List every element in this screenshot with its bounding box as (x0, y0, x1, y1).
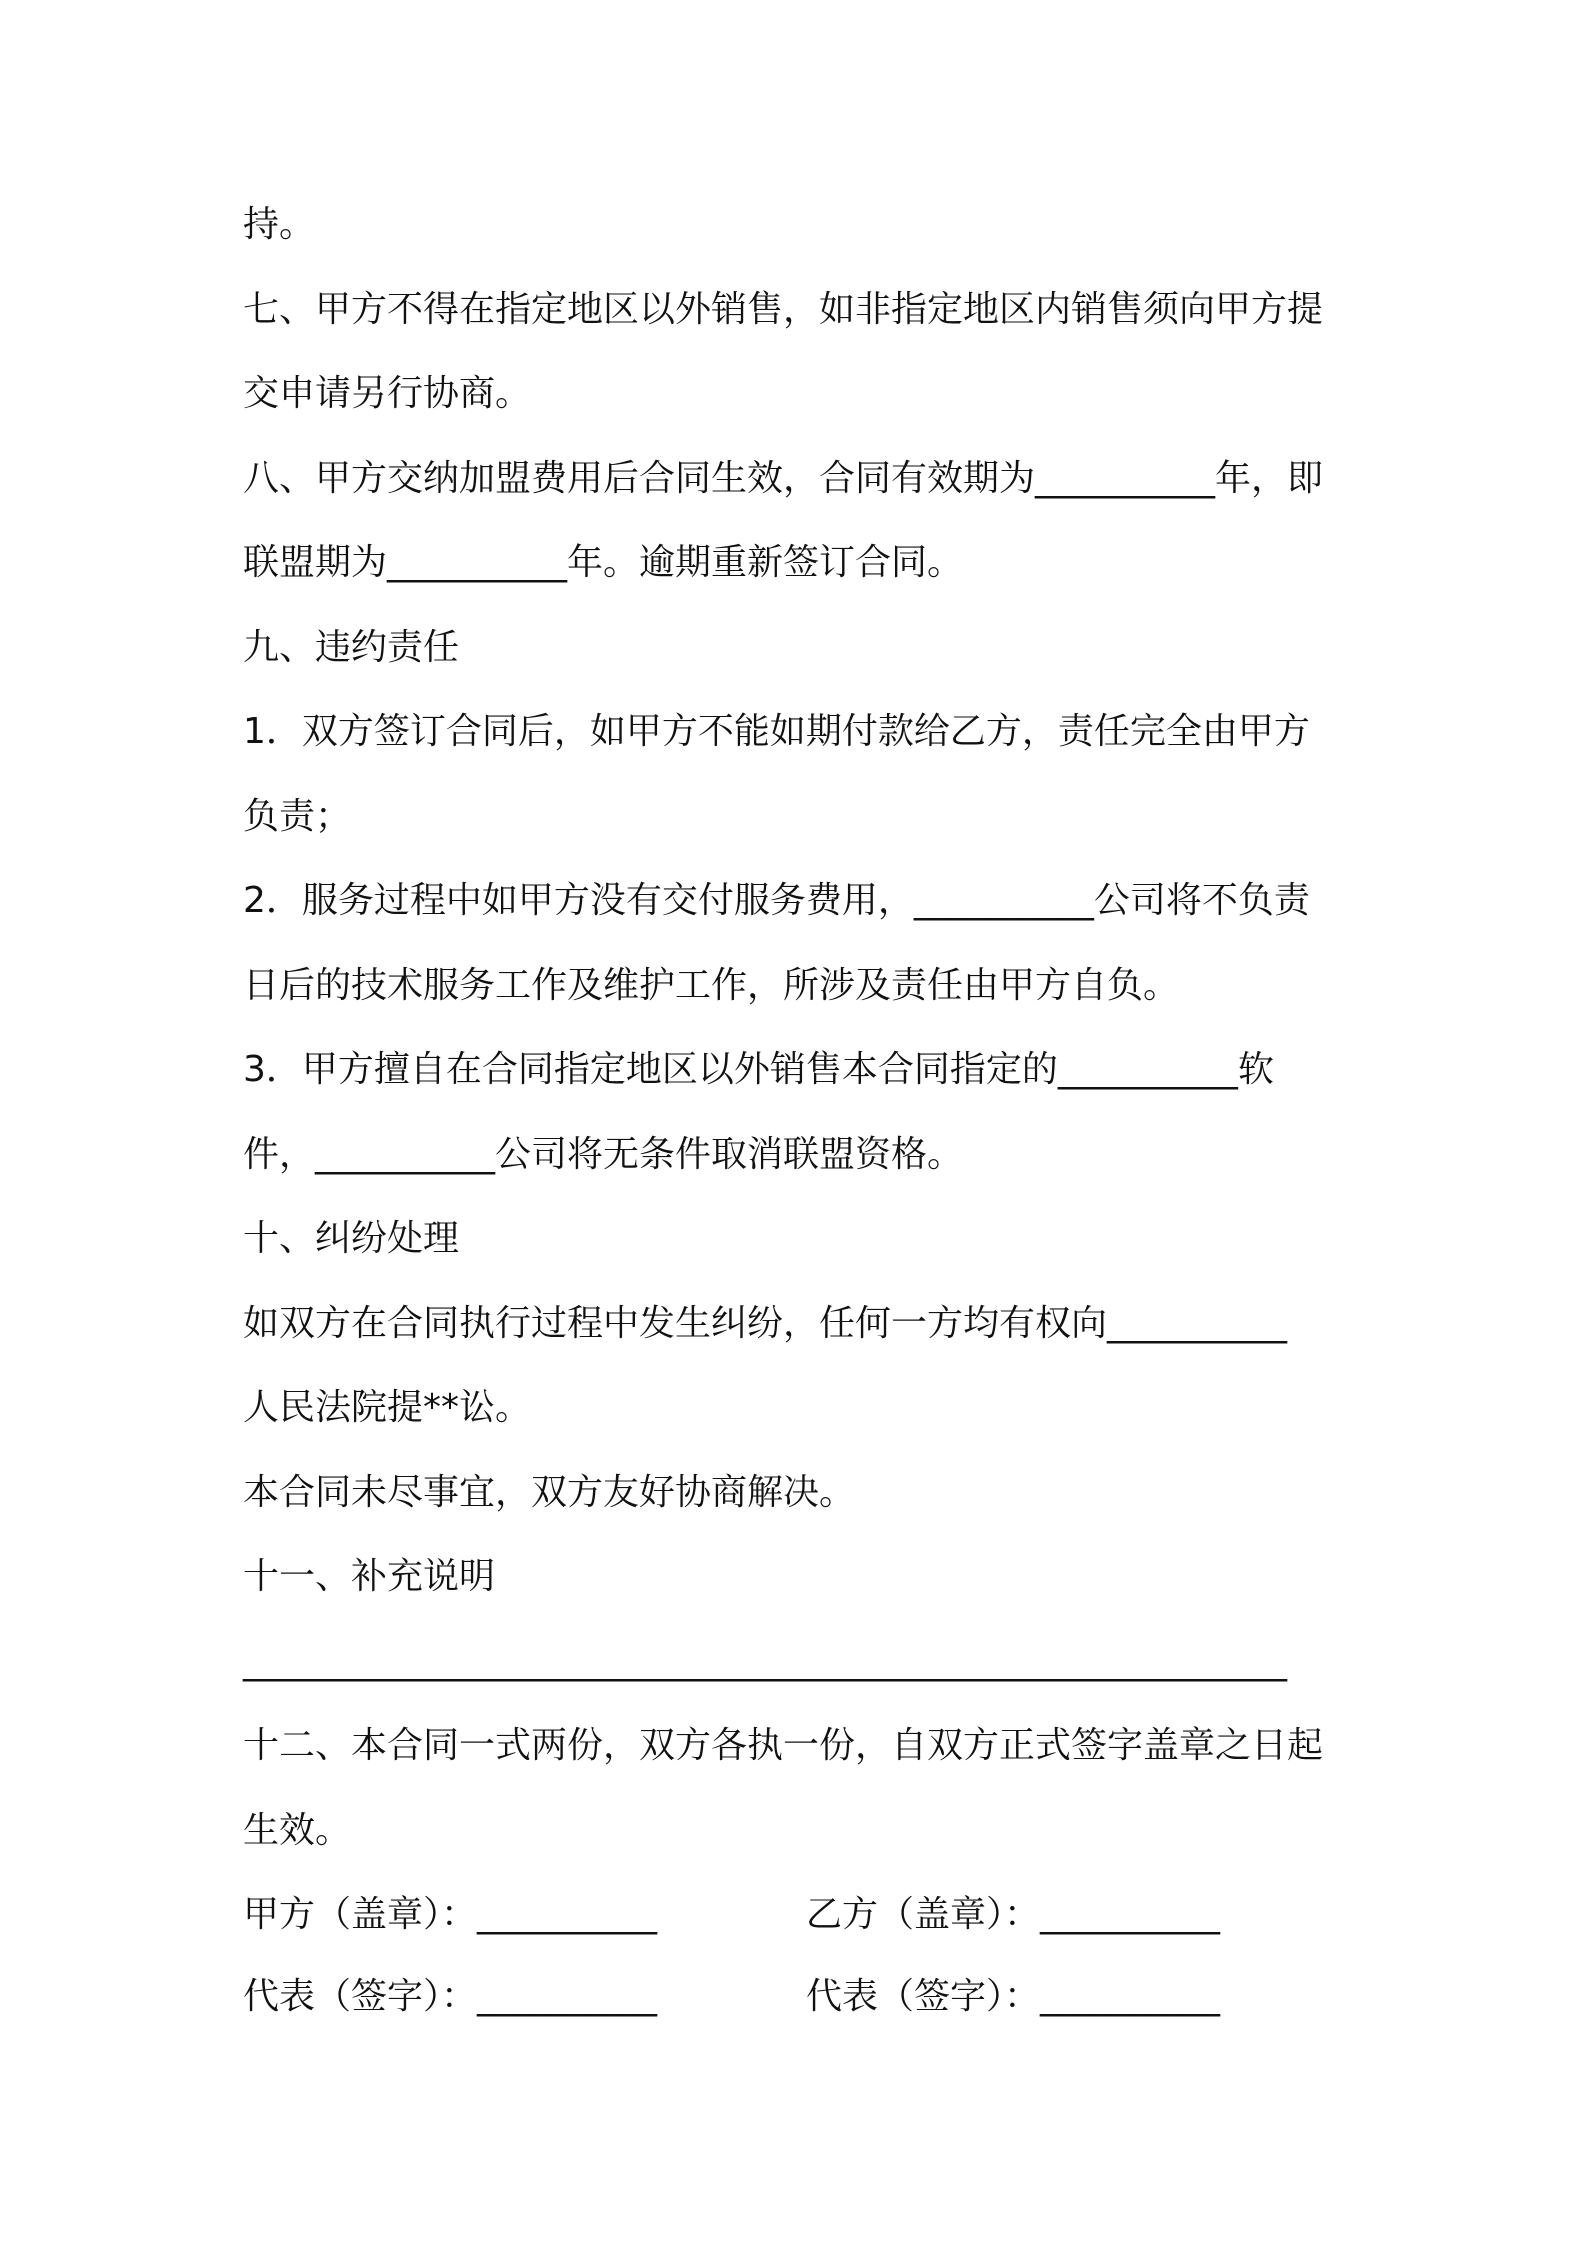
supplement-blank-line: __________________________________________________________ (243, 1641, 1287, 1682)
clause-9-item-3-line-2: 件，__________公司将无条件取消联盟资格。 (243, 1134, 964, 1175)
party-b-rep-field: 代表（签字）：__________ (806, 1976, 1221, 2017)
clause-7-line-1: 七、甲方不得在指定地区以外销售，如非指定地区内销售须向甲方提 (243, 289, 1324, 330)
clause-9-item-2-line-1: 2．服务过程中如甲方没有交付服务费用，__________公司将不负责 (243, 880, 1310, 921)
clause-10-heading: 十、纠纷处理 (243, 1218, 460, 1259)
party-a-seal-field: 甲方（盖章）：__________ (243, 1894, 658, 1935)
clause-11-heading: 十一、补充说明 (243, 1556, 496, 1597)
clause-8-line-1: 八、甲方交纳加盟费用后合同生效，合同有效期为__________年，即 (243, 458, 1324, 499)
party-a-rep-field: 代表（签字）：__________ (243, 1976, 658, 2017)
clause-12-line-1: 十二、本合同一式两份，双方各执一份，自双方正式签字盖章之日起 (243, 1725, 1324, 1766)
clause-12-line-2: 生效。 (243, 1810, 352, 1851)
party-b-seal-field: 乙方（盖章）：__________ (806, 1894, 1221, 1935)
clause-9-item-3-line-1: 3．甲方擅自在合同指定地区以外销售本合同指定的__________软 (243, 1049, 1274, 1090)
text-line-continuation: 持。 (243, 204, 316, 245)
clause-10-line-1: 如双方在合同执行过程中发生纠纷，任何一方均有权向__________ (243, 1303, 1288, 1344)
clause-9-item-2-line-2: 日后的技术服务工作及维护工作，所涉及责任由甲方自负。 (243, 965, 1180, 1006)
clause-9-heading: 九、违约责任 (243, 627, 460, 668)
clause-9-item-1-line-2: 负责； (243, 796, 352, 837)
clause-10-line-2: 人民法院提**讼。 (243, 1387, 532, 1428)
clause-9-item-1-line-1: 1．双方签订合同后，如甲方不能如期付款给乙方，责任完全由甲方 (243, 711, 1310, 752)
clause-10-line-3: 本合同未尽事宜，双方友好协商解决。 (243, 1472, 856, 1513)
clause-7-line-2: 交申请另行协商。 (243, 373, 532, 414)
clause-8-line-2: 联盟期为__________年。逾期重新签订合同。 (243, 542, 964, 583)
